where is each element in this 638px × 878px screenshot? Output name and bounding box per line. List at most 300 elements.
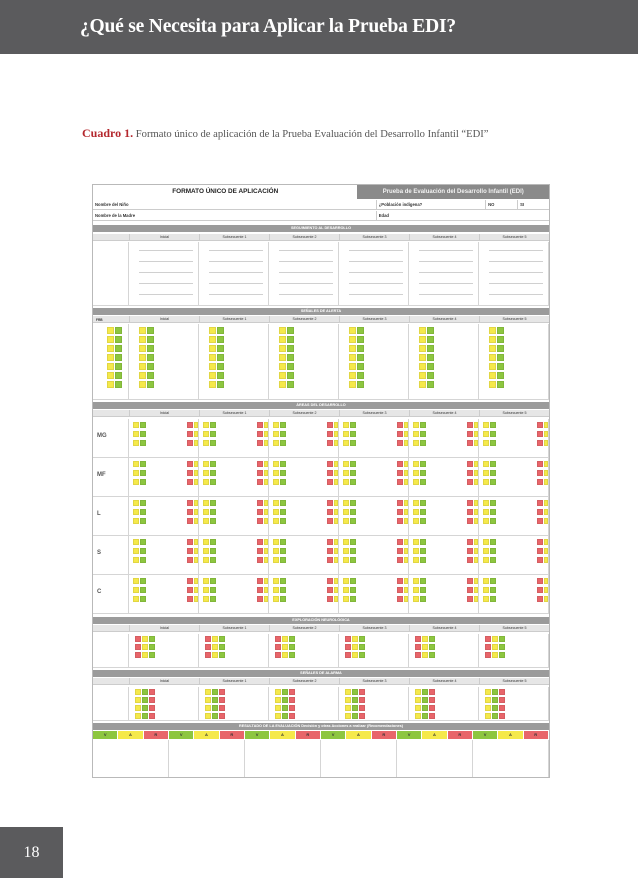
stage-header: Inicial xyxy=(129,316,199,322)
color-cell xyxy=(404,548,408,554)
color-cell xyxy=(282,636,288,642)
stage-header: Inicial xyxy=(129,678,199,684)
color-cell xyxy=(334,440,338,446)
color-cell xyxy=(350,431,356,437)
color-cell xyxy=(490,479,496,485)
color-cell xyxy=(149,644,155,650)
field-line xyxy=(139,272,193,273)
color-cell xyxy=(187,596,193,602)
color-cell xyxy=(350,587,356,593)
color-cell xyxy=(209,381,216,388)
color-cell xyxy=(397,431,403,437)
field-line xyxy=(279,294,333,295)
color-cell xyxy=(345,636,351,642)
color-cell xyxy=(287,372,294,379)
color-cell xyxy=(273,500,279,506)
color-cell xyxy=(419,327,426,334)
color-cell xyxy=(287,327,294,334)
color-cell xyxy=(427,372,434,379)
color-cell xyxy=(257,587,263,593)
color-cell xyxy=(187,518,193,524)
result-cell: R xyxy=(296,731,321,739)
color-cell xyxy=(273,461,279,467)
color-cell xyxy=(203,548,209,554)
stage-header: Subsecuente 4 xyxy=(409,678,479,684)
color-cell xyxy=(257,596,263,602)
color-cell xyxy=(203,509,209,515)
color-cell xyxy=(537,578,543,584)
field-line xyxy=(489,250,543,251)
color-cell xyxy=(422,636,428,642)
color-cell xyxy=(490,587,496,593)
color-cell xyxy=(397,539,403,545)
color-cell xyxy=(544,470,548,476)
color-cell xyxy=(404,587,408,593)
color-cell xyxy=(420,539,426,545)
color-cell xyxy=(350,500,356,506)
color-cell xyxy=(537,479,543,485)
color-cell xyxy=(289,705,295,711)
color-cell xyxy=(140,440,146,446)
color-cell xyxy=(140,422,146,428)
color-cell xyxy=(273,518,279,524)
color-cell xyxy=(194,578,198,584)
color-cell xyxy=(187,557,193,563)
color-cell xyxy=(194,596,198,602)
color-cell xyxy=(205,689,211,695)
color-cell xyxy=(345,705,351,711)
page-title: ¿Qué se Necesita para Aplicar la Prueba EDI? xyxy=(80,16,456,37)
result-boxes xyxy=(93,740,549,778)
color-cell xyxy=(194,431,198,437)
color-cell xyxy=(273,440,279,446)
color-cell xyxy=(280,440,286,446)
color-cell xyxy=(149,652,155,658)
color-cell xyxy=(429,636,435,642)
color-cell xyxy=(490,431,496,437)
color-cell xyxy=(483,587,489,593)
color-cell xyxy=(357,345,364,352)
color-cell xyxy=(133,461,139,467)
color-cell xyxy=(485,697,491,703)
color-cell xyxy=(135,713,141,719)
area-label: MG xyxy=(97,433,107,439)
stage-header: Subsecuente 5 xyxy=(479,625,549,631)
color-cell xyxy=(133,587,139,593)
stage-header: Subsecuente 3 xyxy=(339,625,409,631)
child-name-row xyxy=(93,200,549,210)
field-line xyxy=(489,294,543,295)
color-cell xyxy=(359,644,365,650)
color-cell xyxy=(264,509,268,515)
color-cell xyxy=(107,336,114,343)
color-cell xyxy=(205,705,211,711)
stage-header: Subsecuente 3 xyxy=(339,316,409,322)
color-cell xyxy=(467,422,473,428)
color-cell xyxy=(327,461,333,467)
color-cell xyxy=(210,548,216,554)
color-cell xyxy=(474,548,478,554)
color-cell xyxy=(203,557,209,563)
color-cell xyxy=(474,587,478,593)
color-cell xyxy=(492,652,498,658)
color-cell xyxy=(413,461,419,467)
color-cell xyxy=(422,644,428,650)
result-notes-box xyxy=(321,740,397,778)
color-cell xyxy=(273,539,279,545)
area-label: L xyxy=(97,511,101,517)
seguimiento-label-box xyxy=(93,242,129,306)
color-cell xyxy=(264,518,268,524)
color-cell xyxy=(194,509,198,515)
color-cell xyxy=(203,539,209,545)
color-cell xyxy=(282,644,288,650)
stage-header: Subsecuente 1 xyxy=(199,410,269,416)
stage-header: Inicial xyxy=(129,625,199,631)
color-cell xyxy=(187,587,193,593)
color-cell xyxy=(142,713,148,719)
color-cell xyxy=(343,479,349,485)
section-seguimiento: SEGUIMIENTO AL DESARROLLO xyxy=(93,225,549,232)
color-cell xyxy=(133,518,139,524)
color-cell xyxy=(350,518,356,524)
stage-header: Subsecuente 3 xyxy=(339,234,409,240)
color-cell xyxy=(420,500,426,506)
color-cell xyxy=(289,644,295,650)
color-cell xyxy=(492,713,498,719)
color-cell xyxy=(420,422,426,428)
color-cell xyxy=(327,440,333,446)
color-cell xyxy=(279,354,286,361)
color-cell xyxy=(135,652,141,658)
color-cell xyxy=(327,539,333,545)
color-cell xyxy=(537,461,543,467)
color-cell xyxy=(273,509,279,515)
color-cell xyxy=(327,479,333,485)
color-cell xyxy=(343,548,349,554)
color-cell xyxy=(467,479,473,485)
color-cell xyxy=(413,596,419,602)
caption-text: Formato único de aplicación de la Prueba Evaluación del Desarrollo Infantil “EDI” xyxy=(135,129,489,140)
color-cell xyxy=(264,539,268,545)
color-cell xyxy=(287,381,294,388)
color-cell xyxy=(489,372,496,379)
color-cell xyxy=(115,327,122,334)
color-cell xyxy=(499,713,505,719)
color-cell xyxy=(147,363,154,370)
color-cell xyxy=(420,461,426,467)
color-cell xyxy=(257,557,263,563)
color-cell xyxy=(359,689,365,695)
stage-header: Subsecuente 2 xyxy=(269,678,339,684)
color-cell xyxy=(279,336,286,343)
color-cell xyxy=(203,587,209,593)
color-cell xyxy=(140,587,146,593)
color-cell xyxy=(490,578,496,584)
color-cell xyxy=(404,440,408,446)
stage-header: Subsecuente 2 xyxy=(269,316,339,322)
child-name-label: Nombre del Niño xyxy=(93,200,376,210)
color-cell xyxy=(135,705,141,711)
color-cell xyxy=(537,440,543,446)
color-cell xyxy=(537,500,543,506)
color-cell xyxy=(537,518,543,524)
color-cell xyxy=(350,470,356,476)
stage-box xyxy=(339,242,409,306)
color-cell xyxy=(359,636,365,642)
color-cell xyxy=(203,500,209,506)
color-cell xyxy=(343,431,349,437)
stage-header: Subsecuente 4 xyxy=(409,410,479,416)
color-cell xyxy=(280,587,286,593)
color-cell xyxy=(352,644,358,650)
form-title-bar xyxy=(93,185,549,199)
color-cell xyxy=(194,500,198,506)
color-cell xyxy=(467,587,473,593)
color-cell xyxy=(210,509,216,515)
stage-header: Inicial xyxy=(129,410,199,416)
color-cell xyxy=(343,587,349,593)
color-cell xyxy=(289,652,295,658)
color-cell xyxy=(397,587,403,593)
color-cell xyxy=(115,381,122,388)
color-cell xyxy=(210,596,216,602)
color-cell xyxy=(257,479,263,485)
color-cell xyxy=(147,345,154,352)
color-cell xyxy=(133,578,139,584)
color-cell xyxy=(490,548,496,554)
color-cell xyxy=(544,440,548,446)
color-cell xyxy=(149,689,155,695)
color-cell xyxy=(427,354,434,361)
color-cell xyxy=(194,518,198,524)
color-cell xyxy=(415,636,421,642)
neuro-grid xyxy=(93,634,549,668)
color-cell xyxy=(497,336,504,343)
stage-header: Subsecuente 3 xyxy=(339,410,409,416)
color-cell xyxy=(352,652,358,658)
color-cell xyxy=(485,713,491,719)
color-cell xyxy=(467,509,473,515)
field-line xyxy=(139,250,193,251)
color-cell xyxy=(359,697,365,703)
field-line xyxy=(419,261,473,262)
figure-caption xyxy=(82,126,602,141)
color-cell xyxy=(219,644,225,650)
color-cell xyxy=(345,713,351,719)
color-cell xyxy=(544,422,548,428)
color-cell xyxy=(352,697,358,703)
color-cell xyxy=(420,557,426,563)
color-cell xyxy=(279,363,286,370)
color-cell xyxy=(474,578,478,584)
result-cell: V xyxy=(169,731,194,739)
color-cell xyxy=(273,422,279,428)
color-cell xyxy=(544,509,548,515)
color-cell xyxy=(282,697,288,703)
color-cell xyxy=(419,381,426,388)
field-line xyxy=(279,261,333,262)
color-cell xyxy=(142,644,148,650)
field-line xyxy=(349,250,403,251)
color-cell xyxy=(147,327,154,334)
color-cell xyxy=(133,479,139,485)
color-cell xyxy=(187,509,193,515)
color-cell xyxy=(419,363,426,370)
color-cell xyxy=(413,539,419,545)
stage-header: Subsecuente 5 xyxy=(479,678,549,684)
color-cell xyxy=(273,596,279,602)
color-cell xyxy=(349,363,356,370)
color-cell xyxy=(135,636,141,642)
color-cell xyxy=(474,509,478,515)
color-cell xyxy=(490,509,496,515)
section-resultado: RESULTADO DE LA EVALUACIÓN Decisión y otras Acciones a realizar (Recomendaciones) xyxy=(93,723,549,730)
color-cell xyxy=(420,479,426,485)
color-cell xyxy=(397,557,403,563)
color-cell xyxy=(350,539,356,545)
color-cell xyxy=(413,500,419,506)
color-cell xyxy=(275,713,281,719)
color-cell xyxy=(327,596,333,602)
result-notes-box xyxy=(93,740,169,778)
color-cell xyxy=(499,636,505,642)
field-line xyxy=(209,272,263,273)
color-cell xyxy=(404,578,408,584)
color-cell xyxy=(413,518,419,524)
color-cell xyxy=(219,689,225,695)
color-cell xyxy=(397,500,403,506)
color-cell xyxy=(483,431,489,437)
color-cell xyxy=(343,578,349,584)
color-cell xyxy=(257,500,263,506)
color-cell xyxy=(209,336,216,343)
color-cell xyxy=(107,354,114,361)
color-cell xyxy=(415,705,421,711)
color-cell xyxy=(280,518,286,524)
color-cell xyxy=(147,381,154,388)
color-cell xyxy=(217,372,224,379)
color-cell xyxy=(264,557,268,563)
color-cell xyxy=(544,431,548,437)
seguimiento-grid xyxy=(93,242,549,306)
color-cell xyxy=(474,479,478,485)
color-cell xyxy=(350,440,356,446)
color-cell xyxy=(149,713,155,719)
color-cell xyxy=(257,440,263,446)
color-cell xyxy=(327,470,333,476)
color-cell xyxy=(544,539,548,545)
color-cell xyxy=(217,354,224,361)
color-cell xyxy=(140,578,146,584)
color-cell xyxy=(140,509,146,515)
color-cell xyxy=(257,539,263,545)
color-cell xyxy=(133,509,139,515)
color-cell xyxy=(420,431,426,437)
field-line xyxy=(419,272,473,273)
stage-header: Subsecuente 4 xyxy=(409,625,479,631)
stage-header: Subsecuente 4 xyxy=(409,234,479,240)
color-cell xyxy=(210,587,216,593)
color-cell xyxy=(343,539,349,545)
color-cell xyxy=(350,509,356,515)
color-cell xyxy=(537,422,543,428)
color-cell xyxy=(350,479,356,485)
color-cell xyxy=(140,500,146,506)
color-cell xyxy=(327,578,333,584)
color-cell xyxy=(107,372,114,379)
color-cell xyxy=(544,587,548,593)
color-cell xyxy=(142,689,148,695)
color-cell xyxy=(210,470,216,476)
color-cell xyxy=(275,652,281,658)
page-number: 18 xyxy=(0,827,63,878)
color-cell xyxy=(133,500,139,506)
color-cell xyxy=(419,372,426,379)
color-cell xyxy=(499,644,505,650)
stage-header: Subsecuente 1 xyxy=(199,234,269,240)
stage-box xyxy=(199,242,269,306)
color-cell xyxy=(467,557,473,563)
color-cell xyxy=(485,644,491,650)
color-cell xyxy=(489,363,496,370)
color-cell xyxy=(489,336,496,343)
color-cell xyxy=(257,461,263,467)
field-line xyxy=(419,294,473,295)
color-cell xyxy=(499,689,505,695)
color-cell xyxy=(280,470,286,476)
color-cell xyxy=(467,518,473,524)
color-cell xyxy=(537,557,543,563)
field-line xyxy=(489,272,543,273)
color-cell xyxy=(280,479,286,485)
color-cell xyxy=(544,557,548,563)
color-cell xyxy=(483,518,489,524)
color-cell xyxy=(210,539,216,545)
color-cell xyxy=(187,422,193,428)
color-cell xyxy=(544,578,548,584)
field-line xyxy=(209,294,263,295)
color-cell xyxy=(397,422,403,428)
stage-header-blank xyxy=(93,678,129,684)
color-cell xyxy=(483,539,489,545)
color-cell xyxy=(327,509,333,515)
color-cell xyxy=(257,422,263,428)
color-cell xyxy=(483,470,489,476)
field-line xyxy=(139,294,193,295)
color-cell xyxy=(133,539,139,545)
stage-box xyxy=(269,242,339,306)
color-cell xyxy=(492,636,498,642)
color-cell xyxy=(359,705,365,711)
color-cell xyxy=(140,596,146,602)
color-cell xyxy=(334,548,338,554)
color-cell xyxy=(485,689,491,695)
color-cell xyxy=(492,644,498,650)
color-cell xyxy=(205,697,211,703)
color-cell xyxy=(275,697,281,703)
color-cell xyxy=(474,440,478,446)
color-cell xyxy=(212,713,218,719)
color-cell xyxy=(420,548,426,554)
color-cell xyxy=(280,431,286,437)
color-cell xyxy=(334,578,338,584)
color-cell xyxy=(133,557,139,563)
color-cell xyxy=(210,557,216,563)
color-cell xyxy=(205,644,211,650)
result-cell: R xyxy=(220,731,245,739)
color-cell xyxy=(273,587,279,593)
